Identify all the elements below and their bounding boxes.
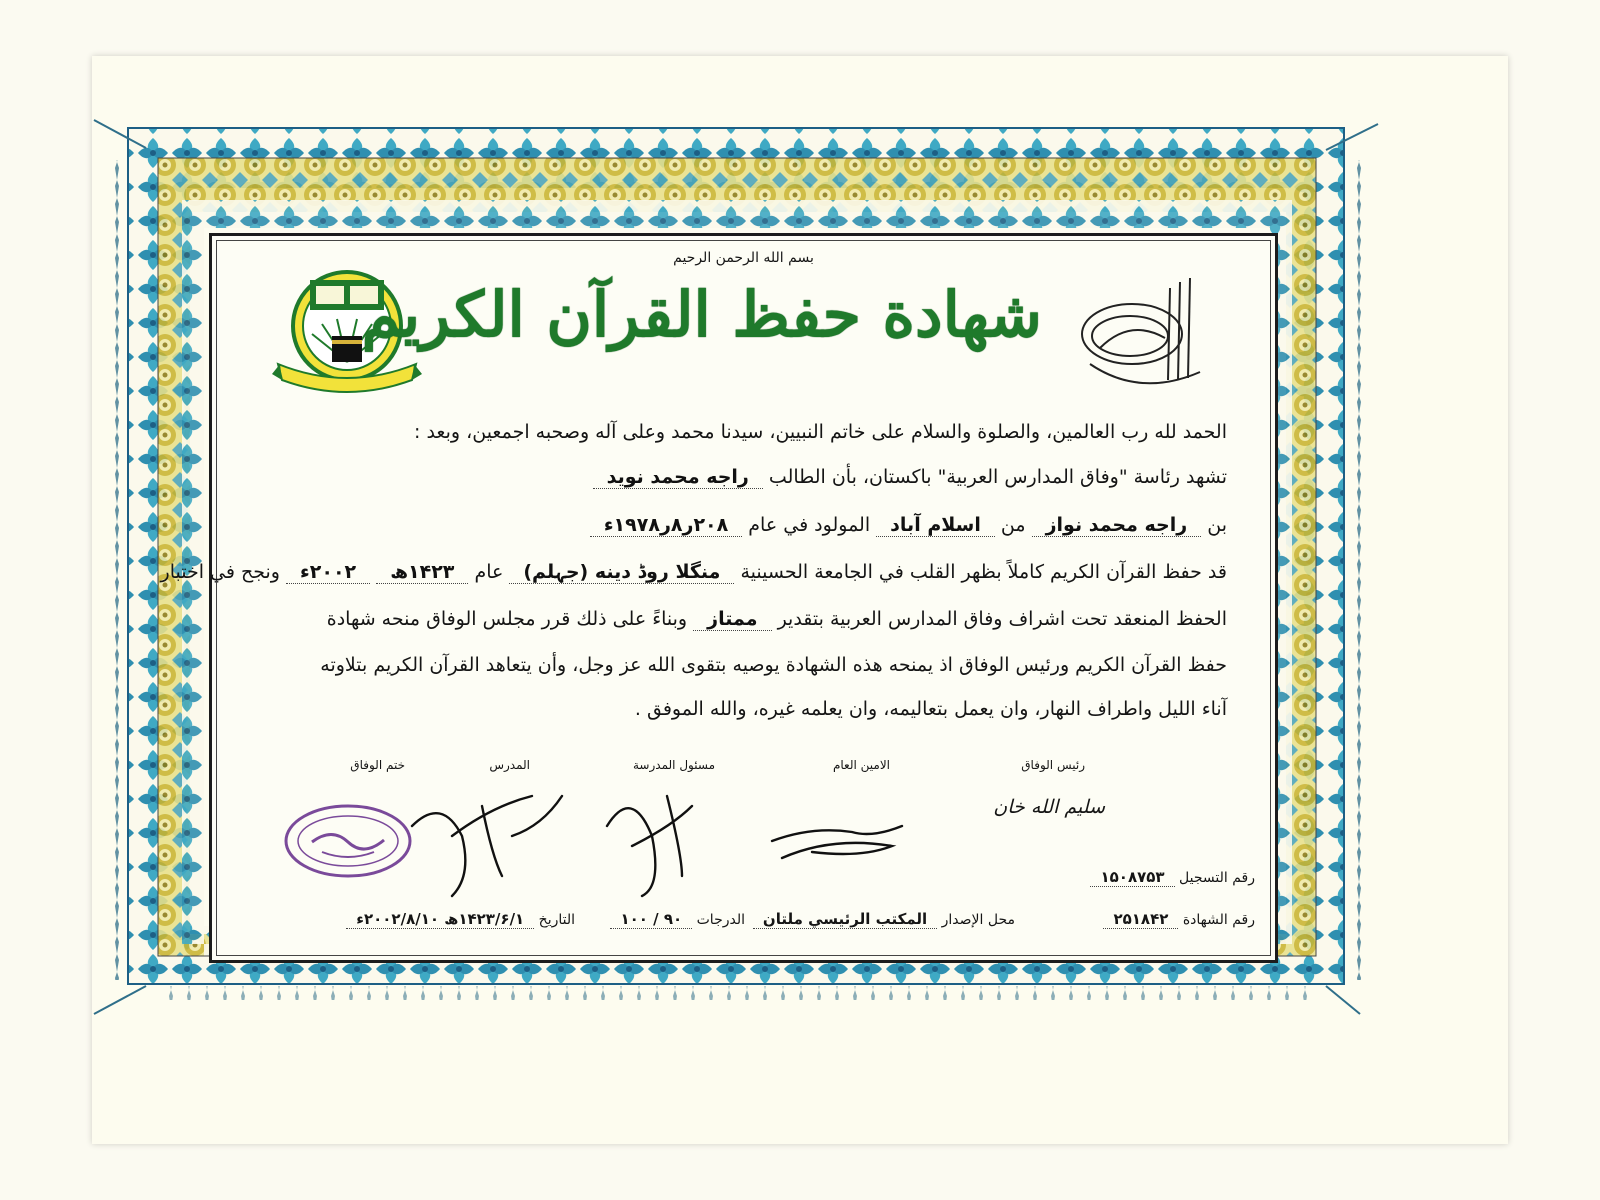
signature-title-seal: ختم الوفاق [350,758,405,772]
student-name: راجه محمد نويد [593,466,763,489]
date-value: ۱۴۲۳/۶/۱ھ ۲۰۰۲/۸/۱۰ء [346,910,534,929]
marks-value: ۹۰ / ۱۰۰ [610,910,692,929]
line5-lead: الحفظ المنعقد تحت اشراف وفاق المدارس العربية بتقدير [777,608,1227,630]
line4-year-label: عام [474,561,504,583]
signature-title-madrasa-head: مسئول المدرسة [633,758,715,772]
grade: ممتاز [693,608,771,631]
body-line-6: حفظ القرآن الكريم ورئيس الوفاق اذ يمنحه هذه الشهادة يوصيه بتقوى الله عز وجل، وأن يتعاهد القرآن الكريم بتلاوته [320,654,1227,676]
registration-value: ۱۵۰۸۷۵۳ [1090,868,1174,887]
line4-tail: ونجح في اختبار [160,561,280,583]
issue-place-label: محل الإصدار [941,912,1015,928]
certificate-number-value: ۲۵۱۸۴۲ [1103,910,1178,929]
date-row [346,910,575,928]
official-seal-stamp [282,802,414,880]
marks-label: الدرجات [696,912,745,928]
certificate-panel [160,233,1278,963]
registration-label: رقم التسجيل [1179,870,1255,886]
certificate-title: شهادة حفظ القرآن الكريم [361,278,1042,351]
registration-row [1090,868,1255,886]
tughra-calligraphy-icon [1070,268,1220,398]
issue-place-row [753,910,1015,928]
body-line-4 [161,561,1227,583]
year-gregorian: ۲۰۰۲ء [286,561,370,584]
body-line-7: آناء الليل واطراف النهار، وان يعمل بتعاليمه، وان يعلمه غيره، والله الموفق . [634,698,1227,720]
signature-title-teacher: المدرس [489,758,530,772]
marks-row [610,910,745,928]
date-label: التاريخ [538,912,575,928]
line3-born: المولود في عام [748,514,871,536]
line5-tail: وبناءً على ذلك قرر مجلس الوفاق منحه شهادة [326,608,688,630]
line4-lead: قد حفظ القرآن الكريم كاملاً بظهر القلب في الجامعة الحسينية [740,561,1227,583]
certificate-number-label: رقم الشهادة [1182,912,1255,928]
city: اسلام آباد [876,514,995,537]
issue-place-value: المكتب الرئيسي ملتان [753,910,937,929]
line3-bin: بن [1207,514,1227,536]
father-name: راجه محمد نواز [1032,514,1202,537]
line3-from: من [1000,514,1026,536]
signature-title-secretary: الامين العام [832,758,890,772]
birth-date: ۲۰۸ر۸ر۱۹۷۸ء [590,514,742,537]
body-line-3 [590,514,1227,536]
body-line-5 [327,608,1227,630]
signature-title-president: رئيس الوفاق [1021,758,1085,772]
year-hijri: ۱۴۲۳ھ [376,561,468,584]
line2-lead: تشهد رئاسة "وفاق المدارس العربية" باكستان، بأن الطالب [768,466,1227,488]
bismillah: بسم الله الرحمن الرحيم [673,250,814,266]
body-line-2 [593,466,1227,488]
institute-place: منگلا روڈ دینه (جہلم) [509,561,734,584]
signature-name-president: سليم الله خان [993,796,1105,818]
certificate-number-row [1103,910,1255,928]
body-line-1: الحمد لله رب العالمين، والصلوة والسلام على خاتم النبيين، سيدنا محمد وعلى آله وصحبه اجمعين، وبعد : [414,421,1227,443]
